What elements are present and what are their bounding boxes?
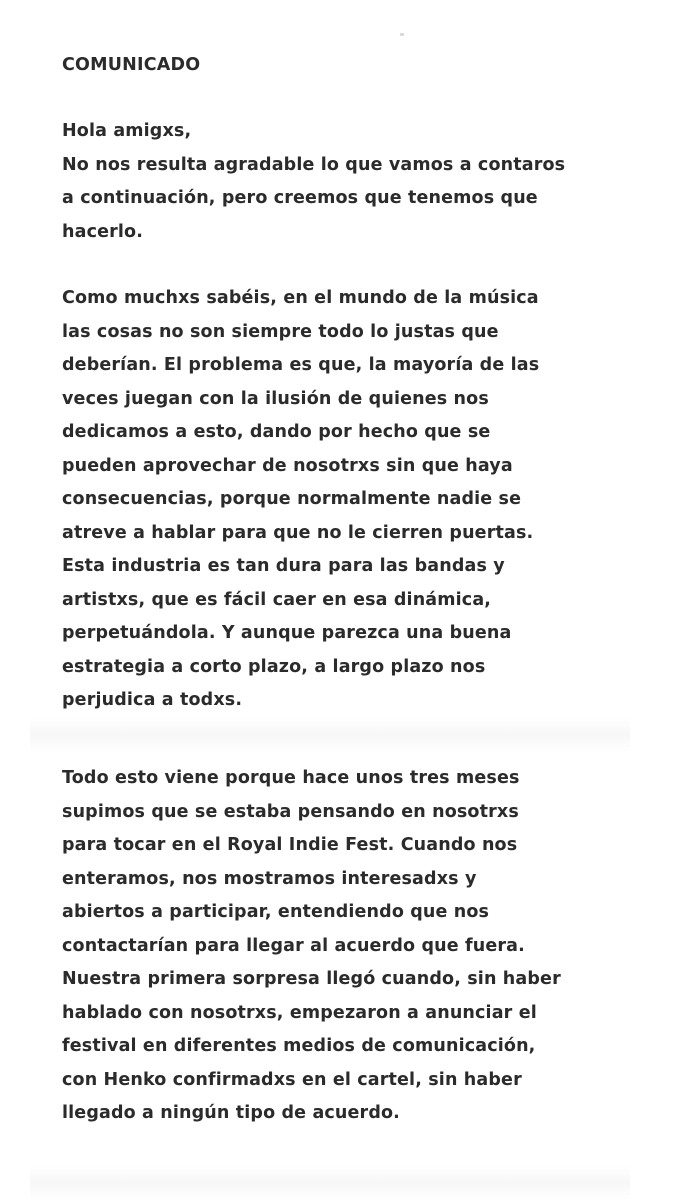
paragraph-line: abiertos a participar, entendiendo que nos <box>62 902 490 922</box>
paragraph-line: hablado con nosotrxs, empezaron a anunciar el <box>62 1002 537 1023</box>
section-divider <box>30 1166 630 1200</box>
paragraph-line: hacerlo. <box>62 221 144 242</box>
paragraph-line: Como muchxs sabéis, en el mundo de la música <box>62 288 539 308</box>
paragraph-greeting <box>62 115 662 249</box>
paragraph-line: supimos que se estaba pensando en nosotrxs <box>62 801 519 822</box>
paragraph-line: artistxs, que es fácil caer en esa dinámica, <box>62 589 492 610</box>
paragraph-line: estrategia a corto plazo, a largo plazo nos <box>62 656 486 677</box>
paragraph-line: Esta industria es tan dura para las bandas y <box>62 556 505 576</box>
paragraph-line: deberían. El problema es que, la mayoría de las <box>62 355 540 375</box>
section-divider <box>30 718 630 752</box>
dust-speck <box>400 33 404 36</box>
document-title: COMUNICADO <box>62 55 201 75</box>
paragraph-line: Nuestra primera sorpresa llegó cuando, sin haber <box>62 969 561 989</box>
paragraph-line: Hola amigxs, <box>62 121 192 141</box>
paragraph-line: para tocar en el Royal Indie Fest. Cuando nos <box>62 835 518 855</box>
paragraph-line: con Henko confirmadxs en el cartel, sin haber <box>62 1069 522 1090</box>
paragraph-line: Todo esto viene porque hace unos tres meses <box>62 768 520 788</box>
paragraph-line: perpetuándola. Y aunque parezca una buena <box>62 623 512 643</box>
paragraph-line: a continuación, pero creemos que tenemos que <box>62 188 538 208</box>
paragraph-line: veces juegan con la ilusión de quienes nos <box>62 388 489 409</box>
paragraph-line: las cosas no son siempre todo lo justas que <box>62 321 499 342</box>
paragraph-line: dedicamos a esto, dando por hecho que se <box>62 422 491 442</box>
paragraph-industry <box>62 282 662 718</box>
paragraph-line: pueden aprovechar de nosotrxs sin que haya <box>62 455 513 476</box>
paragraph-line: festival en diferentes medios de comunicación, <box>62 1036 536 1056</box>
paragraph-line: consecuencias, porque normalmente nadie se <box>62 489 522 509</box>
paragraph-festival <box>62 762 662 1131</box>
paragraph-line: atreve a hablar para que no le cierren puertas. <box>62 522 534 543</box>
paragraph-line: llegado a ningún tipo de acuerdo. <box>62 1103 400 1123</box>
paragraph-line: enteramos, nos mostramos interesadxs y <box>62 868 477 889</box>
paragraph-line: contactarían para llegar al acuerdo que fuera. <box>62 935 525 956</box>
paragraph-line: No nos resulta agradable lo que vamos a contaros <box>62 154 566 175</box>
paragraph-line: perjudica a todxs. <box>62 690 243 710</box>
